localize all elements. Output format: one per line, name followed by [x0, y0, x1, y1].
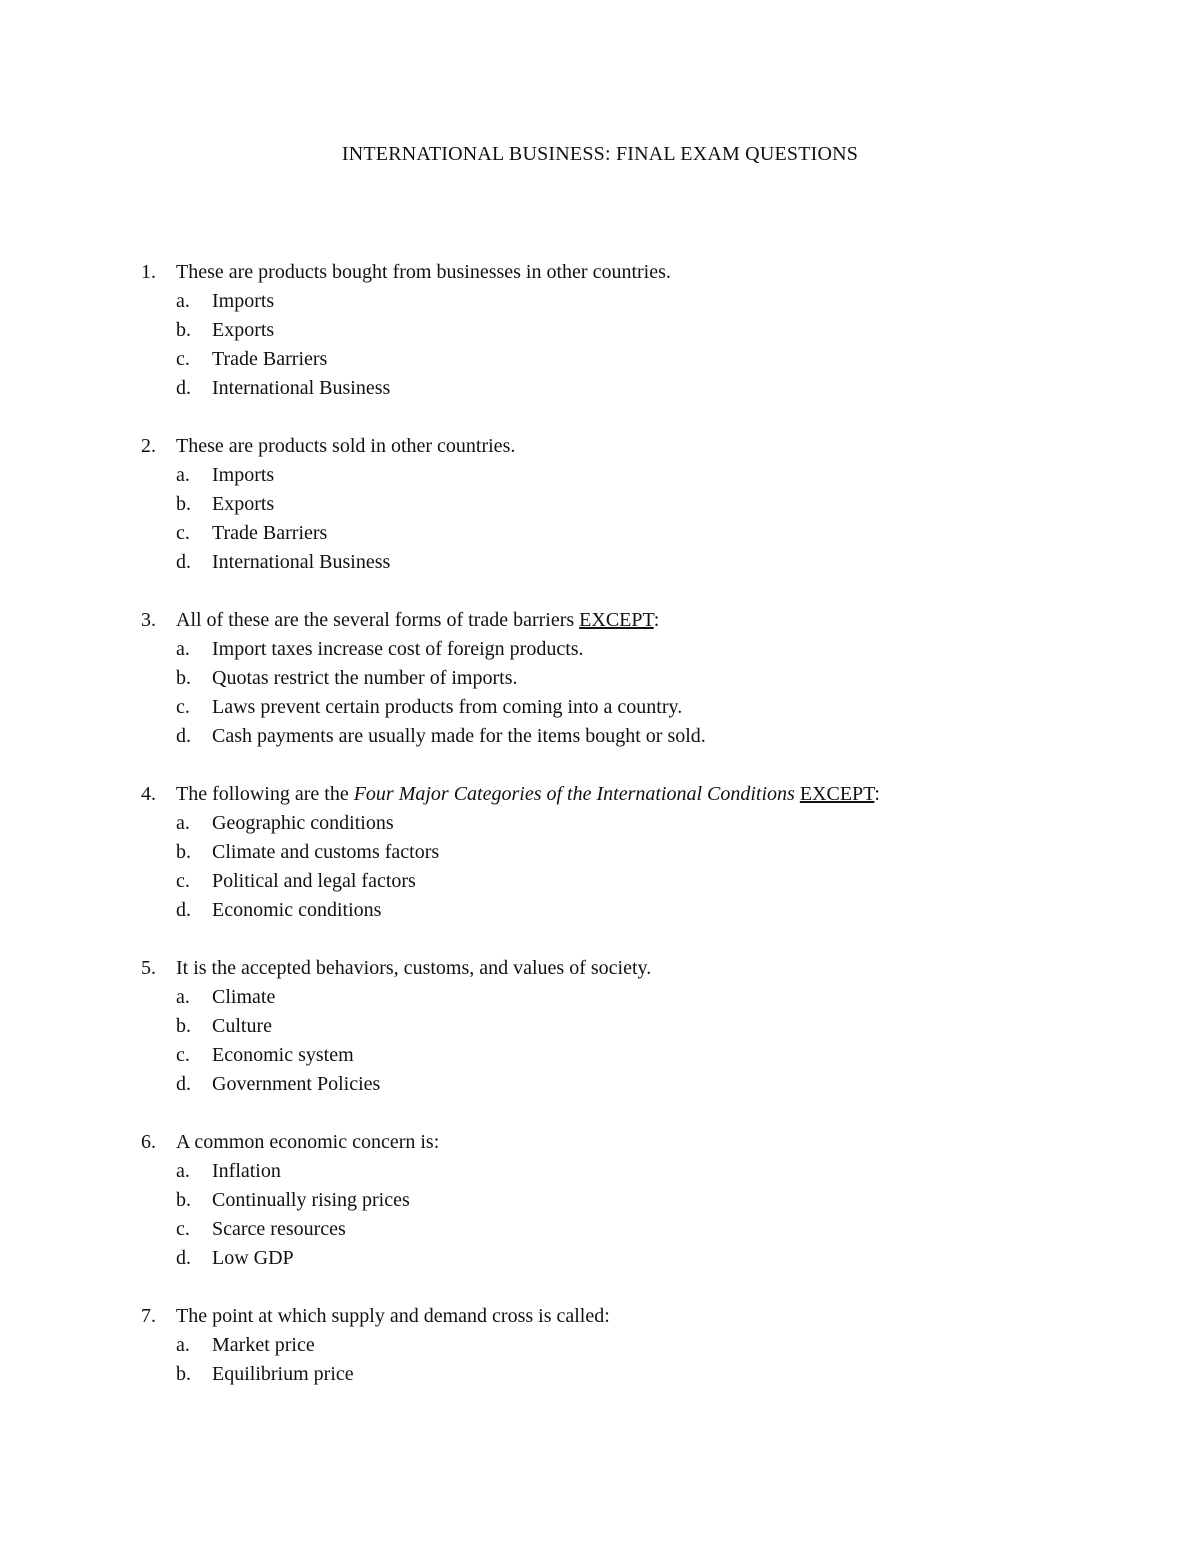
- option-text: Trade Barriers: [212, 522, 328, 544]
- option-letter: a.: [176, 464, 190, 486]
- question-text: These are products bought from businesses in other countries.: [176, 261, 671, 283]
- option-d: [0, 1244, 1200, 1273]
- option-letter: b.: [176, 1015, 191, 1037]
- question-number: 6.: [141, 1131, 156, 1153]
- question-line: [0, 1302, 1200, 1331]
- option-letter: d.: [176, 725, 191, 747]
- question-text-lead: The following are the: [176, 783, 354, 805]
- option-b: [0, 838, 1200, 867]
- except-emphasis: EXCEPT: [799, 783, 875, 805]
- question-1: [0, 258, 1200, 403]
- except-emphasis: EXCEPT: [579, 609, 654, 631]
- option-text: Economic system: [212, 1044, 354, 1066]
- option-letter: a.: [176, 986, 190, 1008]
- question-number: 3.: [141, 609, 156, 631]
- option-d: [0, 1070, 1200, 1099]
- question-text-lead: All of these are the several forms of trade barriers: [176, 609, 580, 631]
- option-text: Equilibrium price: [212, 1363, 354, 1385]
- page-title: INTERNATIONAL BUSINESS: FINAL EXAM QUESTIONS: [341, 143, 859, 165]
- question-text: These are products sold in other countries.: [176, 435, 516, 457]
- option-text: Economic conditions: [212, 899, 382, 921]
- option-a: [0, 635, 1200, 664]
- question-text: [176, 780, 880, 809]
- option-text: Climate: [212, 986, 276, 1008]
- option-b: [0, 316, 1200, 345]
- option-a: [0, 461, 1200, 490]
- question-text: It is the accepted behaviors, customs, and values of society.: [176, 957, 652, 979]
- option-b: [0, 664, 1200, 693]
- option-letter: a.: [176, 290, 190, 312]
- option-c: [0, 519, 1200, 548]
- option-letter: b.: [176, 319, 191, 341]
- option-letter: c.: [176, 1044, 190, 1066]
- option-text: Low GDP: [212, 1247, 294, 1269]
- option-letter: c.: [176, 870, 190, 892]
- option-text: International Business: [212, 377, 391, 399]
- option-text: Political and legal factors: [212, 870, 416, 892]
- option-text: Cash payments are usually made for the items bought or sold.: [212, 725, 706, 747]
- question-text-tail: :: [653, 609, 660, 631]
- option-text: Laws prevent certain products from coming into a country.: [212, 696, 683, 718]
- option-letter: b.: [176, 841, 191, 863]
- option-text: Imports: [212, 464, 275, 486]
- option-text: Climate and customs factors: [212, 841, 440, 863]
- option-a: [0, 809, 1200, 838]
- option-text: Inflation: [212, 1160, 281, 1182]
- option-b: [0, 1186, 1200, 1215]
- option-d: [0, 374, 1200, 403]
- question-number: 5.: [141, 957, 156, 979]
- option-c: [0, 345, 1200, 374]
- option-text: Exports: [212, 319, 275, 341]
- option-text: Quotas restrict the number of imports.: [212, 667, 518, 689]
- question-number: 7.: [141, 1305, 156, 1327]
- question-number: 2.: [141, 435, 156, 457]
- option-letter: b.: [176, 1363, 191, 1385]
- question-text: The point at which supply and demand cross is called:: [176, 1305, 610, 1327]
- option-b: [0, 1012, 1200, 1041]
- question-4: [0, 780, 1200, 925]
- option-text: Imports: [212, 290, 275, 312]
- italic-phrase: Four Major Categories of the International Conditions: [353, 783, 795, 805]
- option-letter: a.: [176, 1160, 190, 1182]
- option-b: [0, 1360, 1200, 1389]
- question-line: [0, 432, 1200, 461]
- option-letter: a.: [176, 638, 190, 660]
- option-text: Import taxes increase cost of foreign products.: [212, 638, 584, 660]
- option-letter: b.: [176, 1189, 191, 1211]
- option-d: [0, 896, 1200, 925]
- question-list: [0, 258, 1200, 1418]
- option-letter: c.: [176, 696, 190, 718]
- option-text: Exports: [212, 493, 275, 515]
- option-letter: b.: [176, 667, 191, 689]
- question-line: [0, 1128, 1200, 1157]
- option-letter: c.: [176, 522, 190, 544]
- option-letter: d.: [176, 899, 191, 921]
- question-5: [0, 954, 1200, 1099]
- question-6: [0, 1128, 1200, 1273]
- question-line: [0, 606, 1200, 635]
- option-letter: b.: [176, 493, 191, 515]
- question-3: [0, 606, 1200, 751]
- question-7: [0, 1302, 1200, 1389]
- option-letter: d.: [176, 1247, 191, 1269]
- option-letter: c.: [176, 1218, 190, 1240]
- question-2: [0, 432, 1200, 577]
- option-b: [0, 490, 1200, 519]
- question-line: [0, 954, 1200, 983]
- question-line: [0, 780, 1200, 809]
- option-text: Scarce resources: [212, 1218, 346, 1240]
- option-text: International Business: [212, 551, 391, 573]
- option-a: [0, 983, 1200, 1012]
- option-letter: d.: [176, 377, 191, 399]
- question-text: A common economic concern is:: [176, 1131, 440, 1153]
- option-letter: c.: [176, 348, 190, 370]
- option-d: [0, 722, 1200, 751]
- option-letter: d.: [176, 551, 191, 573]
- option-c: [0, 1215, 1200, 1244]
- option-c: [0, 693, 1200, 722]
- option-text: Culture: [212, 1015, 272, 1037]
- option-text: Market price: [212, 1334, 315, 1356]
- option-c: [0, 1041, 1200, 1070]
- question-number: 4.: [141, 783, 156, 805]
- option-c: [0, 867, 1200, 896]
- question-text-tail: :: [874, 783, 880, 805]
- option-a: [0, 1157, 1200, 1186]
- option-a: [0, 287, 1200, 316]
- option-text: Geographic conditions: [212, 812, 394, 834]
- option-letter: d.: [176, 1073, 191, 1095]
- option-a: [0, 1331, 1200, 1360]
- option-letter: a.: [176, 812, 190, 834]
- option-text: Continually rising prices: [212, 1189, 410, 1211]
- option-d: [0, 548, 1200, 577]
- question-number: 1.: [141, 261, 156, 283]
- question-line: [0, 258, 1200, 287]
- question-text: [176, 606, 659, 635]
- option-text: Government Policies: [212, 1073, 381, 1095]
- option-text: Trade Barriers: [212, 348, 328, 370]
- option-letter: a.: [176, 1334, 190, 1356]
